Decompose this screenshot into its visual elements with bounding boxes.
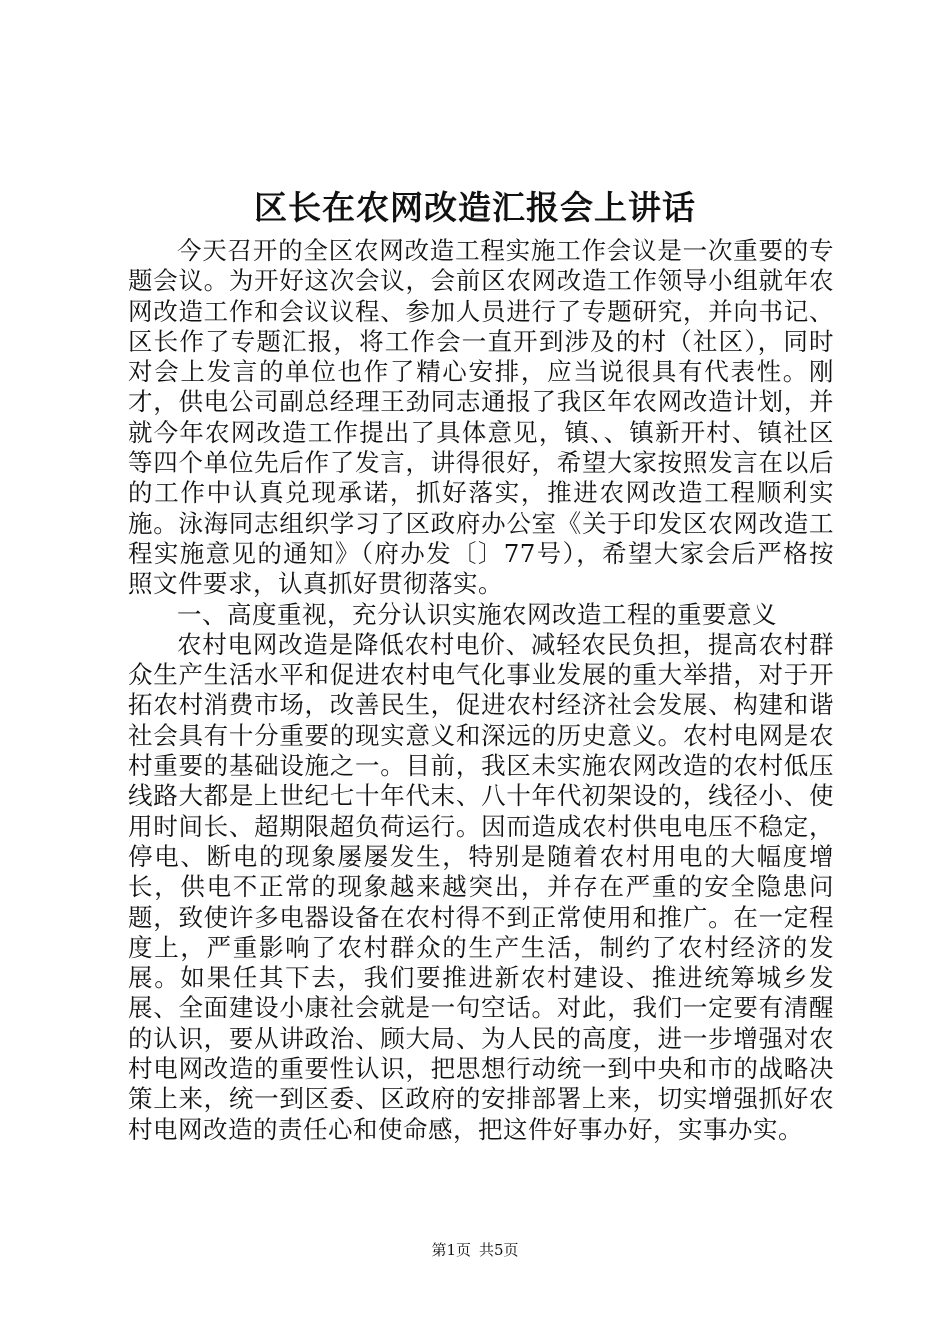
page-number: 第1页 <box>431 1241 471 1259</box>
section-heading-1: 一、高度重视，充分认识实施农网改造工程的重要意义 <box>177 599 777 629</box>
paragraph-section-1: 农村电网改造是降低农村电价、减轻农民负担，提高农村群众生产生活水平和促进农村电气化事业发展的重大举措，对于开拓农村消费市场，改善民生，促进农村经济社会发展、构建和谐社会具有十分重要的现实意义和深远的历史意义。农村电网是农村重要的基础设施之一。目前，我区未实施农网改造的农村低压线路大都是上世纪七十年代末、八十年代初架设的，线径小、使用时间长、超期限超负荷运行。因而造成农村供电电压不稳定，停电、断电的现象屡屡发生，特别是随着农村用电的大幅度增长，供电不正常的现象越来越突出，并存在严重的安全隐患问题，致使许多电器设备在农村得不到正常使用和推广。在一定程度上，严重影响了农村群众的生产生活，制约了农村经济的发展。如果任其下去，我们要推进新农村建设、推进统筹城乡发展、全面建设小康社会就是一句空话。对此，我们一定要有清醒的认识，要从讲政治、顾大局、为人民的高度，进一步增强对农村电网改造的重要性认识，把思想行动统一到中央和市的战略决策上来，统一到区委、区政府的安排部署上来，切实增强抓好农村电网改造的责任心和使命感，把这件好事办好，实事办实。 <box>128 629 834 1144</box>
document-body <box>128 236 834 1145</box>
document-title: 区长在农网改造汇报会上讲话 <box>254 188 696 227</box>
paragraph-intro: 今天召开的全区农网改造工程实施工作会议是一次重要的专题会议。为开好这次会议，会前区农网改造工作领导小组就年农网改造工作和会议议程、参加人员进行了专题研究，并向书记、区长作了专题汇报，将工作会一直开到涉及的村（社区），同时对会上发言的单位也作了精心安排，应当说很具有代表性。刚才，供电公司副总经理王劲同志通报了我区年农网改造计划，并就今年农网改造工作提出了具体意见，镇、、镇新开村、镇社区等四个单位先后作了发言，讲得很好，希望大家按照发言在以后的工作中认真兑现承诺，抓好落实，推进农网改造工程顺利实施。泳海同志组织学习了区政府办公室《关于印发区农网改造工程实施意见的通知》（府办发〔〕77号），希望大家会后严格按照文件要求，认真抓好贯彻落实。 <box>128 236 834 599</box>
page-footer <box>0 1239 950 1261</box>
page-total: 共5页 <box>479 1241 519 1259</box>
